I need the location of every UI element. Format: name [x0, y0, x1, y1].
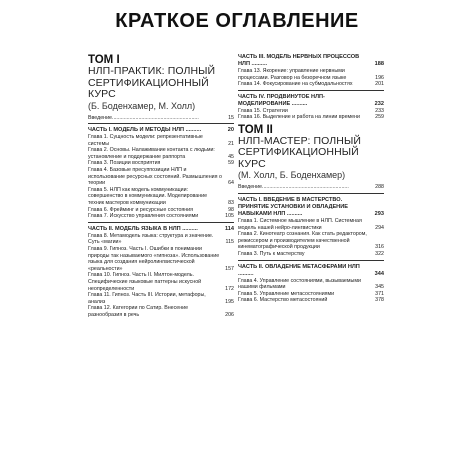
toc-part-entry: [238, 54, 384, 68]
volume-title: НЛП-ПРАКТИК: ПОЛНЫЙ СЕРТИФИКАЦИОННЫЙ КУРС: [88, 65, 216, 100]
page-number: 344: [374, 270, 384, 277]
toc-part-entry: [238, 94, 384, 108]
toc-part-entry: [88, 127, 234, 134]
page-number: 45: [228, 153, 234, 160]
section-divider: [238, 193, 384, 194]
page-number: 322: [375, 251, 384, 258]
page-number: 233: [375, 107, 384, 114]
toc-chapter-entry: [88, 213, 234, 220]
entry-title: ЧАСТЬ I. МОДЕЛЬ И МЕТОДЫ НЛП ..........: [88, 127, 202, 134]
page-number: 288: [375, 184, 384, 191]
volume-header: [88, 54, 234, 112]
toc-part-entry: [238, 197, 384, 218]
toc-chapter-entry: [238, 81, 384, 88]
entry-title: Глава 6. Фрейминг и ресурсные состояния: [88, 206, 194, 213]
entry-title: Глава 2. Основы. Налаживание контакта с людьми: установление и поддержание раппорта: [88, 147, 215, 160]
page-number: 206: [225, 311, 234, 318]
toc-chapter-entry: [88, 147, 234, 160]
page-number: 259: [375, 114, 384, 121]
toc-chapter-entry: [88, 187, 234, 207]
toc-column-left: [88, 54, 234, 319]
page-number: 157: [225, 265, 234, 272]
page-title: КРАТКОЕ ОГЛАВЛЕНИЕ: [115, 10, 359, 32]
page-number: 378: [375, 297, 384, 304]
toc-part-entry: [88, 226, 234, 233]
page-number: 201: [375, 81, 384, 88]
page-number: 15: [228, 114, 234, 121]
toc-chapter-entry: [88, 160, 234, 167]
entry-title: Глава 9. Гипноз. Часть I. Ошибки в понимании природы так называемого «гипноза». Использование языка для создания нейролингвистической «реальности»: [88, 246, 220, 272]
entry-title: Глава 2. Кинотеатр сознания. Как стать редактором, режиссером и производителем качественной кинематографической продукции: [238, 231, 367, 251]
volume-authors: (М. Холл, Б. Боденхамер): [238, 170, 346, 181]
toc-chapter-entry: [88, 305, 234, 318]
toc-chapter-entry: [88, 272, 234, 292]
entry-title: Глава 3. Путь к мастерству: [238, 251, 305, 258]
toc-chapter-entry: [238, 218, 384, 231]
toc-chapter-entry: [238, 184, 384, 191]
toc-part-entry: [238, 264, 384, 278]
toc-chapter-entry: [88, 207, 234, 214]
volume-header: [238, 124, 384, 182]
toc-chapter-entry: [238, 297, 384, 304]
entry-title: Глава 13. Якорение: управление нервными процессами. Разговор на безоречном языке: [238, 68, 347, 81]
entry-title: Глава 14. Фокусирование на субмодальностях: [238, 81, 353, 88]
page-number: 83: [228, 200, 234, 207]
toc-chapter-entry: [238, 251, 384, 258]
section-divider: [238, 260, 384, 261]
page-number: 345: [375, 284, 384, 291]
toc-chapter-entry: [88, 115, 234, 122]
page-number: 98: [228, 206, 234, 213]
page-number: 20: [227, 127, 234, 134]
entry-title: Глава 4. Управление состояниями, вызываемыми нашими фильмами: [238, 277, 361, 291]
volume-title: НЛП-МАСТЕР: ПОЛНЫЙ СЕРТИФИКАЦИОННЫЙ КУРС: [238, 134, 362, 170]
section-divider: [88, 123, 234, 124]
entry-title: Глава 12. Категории по Сатир. Внесение разнообразия в речь: [88, 305, 189, 318]
toc-chapter-entry: [88, 233, 234, 246]
page-number: 64: [228, 180, 234, 187]
toc-chapter-entry: [88, 167, 234, 187]
entry-title: Глава 15. Стратегии: [238, 107, 288, 114]
toc-chapter-entry: [88, 246, 234, 272]
toc-column-right: [238, 54, 384, 304]
toc-chapter-entry: [238, 108, 384, 115]
volume-number: ТОМ I: [88, 54, 120, 66]
toc-chapter-entry: [238, 114, 384, 121]
entry-title: Введение...........................................................: [238, 184, 349, 191]
toc-chapter-entry: [238, 231, 384, 251]
toc-chapter-entry: [88, 134, 234, 147]
toc-chapter-entry: [238, 68, 384, 81]
section-divider: [88, 222, 234, 223]
page-number: 188: [374, 61, 384, 67]
page-number: 232: [374, 100, 384, 107]
entry-title: Глава 4. Базовые пресуппозиции НЛП и использование ресурсных состояний. Размышления о теории: [88, 167, 222, 187]
page-number: 115: [225, 239, 234, 246]
entry-title: Глава 3. Позиции восприятия: [88, 160, 161, 167]
page-number: 21: [228, 140, 234, 147]
toc-chapter-entry: [238, 278, 384, 291]
entry-title: Введение...........................................................: [88, 114, 199, 121]
volume-number: ТОМ II: [238, 123, 273, 136]
entry-title: Глава 8. Метамодель языка: структура и значение. Суть «магии»: [88, 232, 214, 246]
page-number: 114: [224, 225, 234, 232]
entry-title: Глава 7. Искусство управления состояниями: [88, 213, 199, 220]
entry-title: Глава 10. Гипноз. Часть II. Милтон-модель. Специфические языковые паттерны искусной неопределенности: [88, 272, 202, 292]
page-number: 196: [375, 74, 384, 81]
entry-title: ЧАСТЬ III. МОДЕЛЬ НЕРВНЫХ ПРОЦЕССОВ НЛП ..........: [238, 54, 360, 67]
page-number: 294: [375, 224, 384, 231]
entry-title: Глава 1. Системное мышление в НЛП. Системная модель нашей нейро-лингвистики: [238, 218, 362, 231]
entry-title: ЧАСТЬ I. ВВЕДЕНИЕ В МАСТЕРСТВО. ПРИНЯТИЕ УСТАНОВКИ И ОВЛАДЕНИЕ НАВЫКАМИ НЛП ..........: [238, 197, 348, 218]
entry-title: ЧАСТЬ IV. ПРОДВИНУТОЕ НЛП-МОДЕЛИРОВАНИЕ ..........: [238, 93, 325, 107]
page-number: 105: [225, 213, 234, 220]
entry-title: Глава 6. Мастерство метасостояний: [238, 297, 328, 304]
entry-title: Глава 16. Выделение и работа на линии времени: [238, 114, 361, 121]
entry-title: Глава 5. НЛП как модель коммуникации: совершенство в коммуникации. Моделирование техник мастеров коммуникации: [88, 186, 208, 207]
page-number: 59: [228, 160, 234, 167]
entry-title: Глава 5. Управление метасостояниями: [238, 290, 335, 297]
entry-title: Глава 11. Гипноз. Часть III. Истории, метафоры, анализ: [88, 292, 206, 305]
page-number: 293: [374, 211, 384, 218]
entry-title: ЧАСТЬ II. МОДЕЛЬ ЯЗЫКА В НЛП ..........: [88, 225, 198, 232]
entry-title: Глава 1. Сущность модели: репрезентативные системы: [88, 134, 203, 147]
section-divider: [238, 90, 384, 91]
page-number: 371: [375, 290, 384, 297]
entry-title: ЧАСТЬ II. ОВЛАДЕНИЕ МЕТАСФЕРАМИ НЛП ..........: [238, 263, 360, 277]
volume-authors: (Б. Боденхамер, М. Холл): [88, 100, 196, 111]
toc-chapter-entry: [88, 292, 234, 305]
page-number: 316: [375, 244, 384, 251]
page-number: 172: [225, 285, 234, 292]
page-number: 195: [225, 298, 234, 305]
